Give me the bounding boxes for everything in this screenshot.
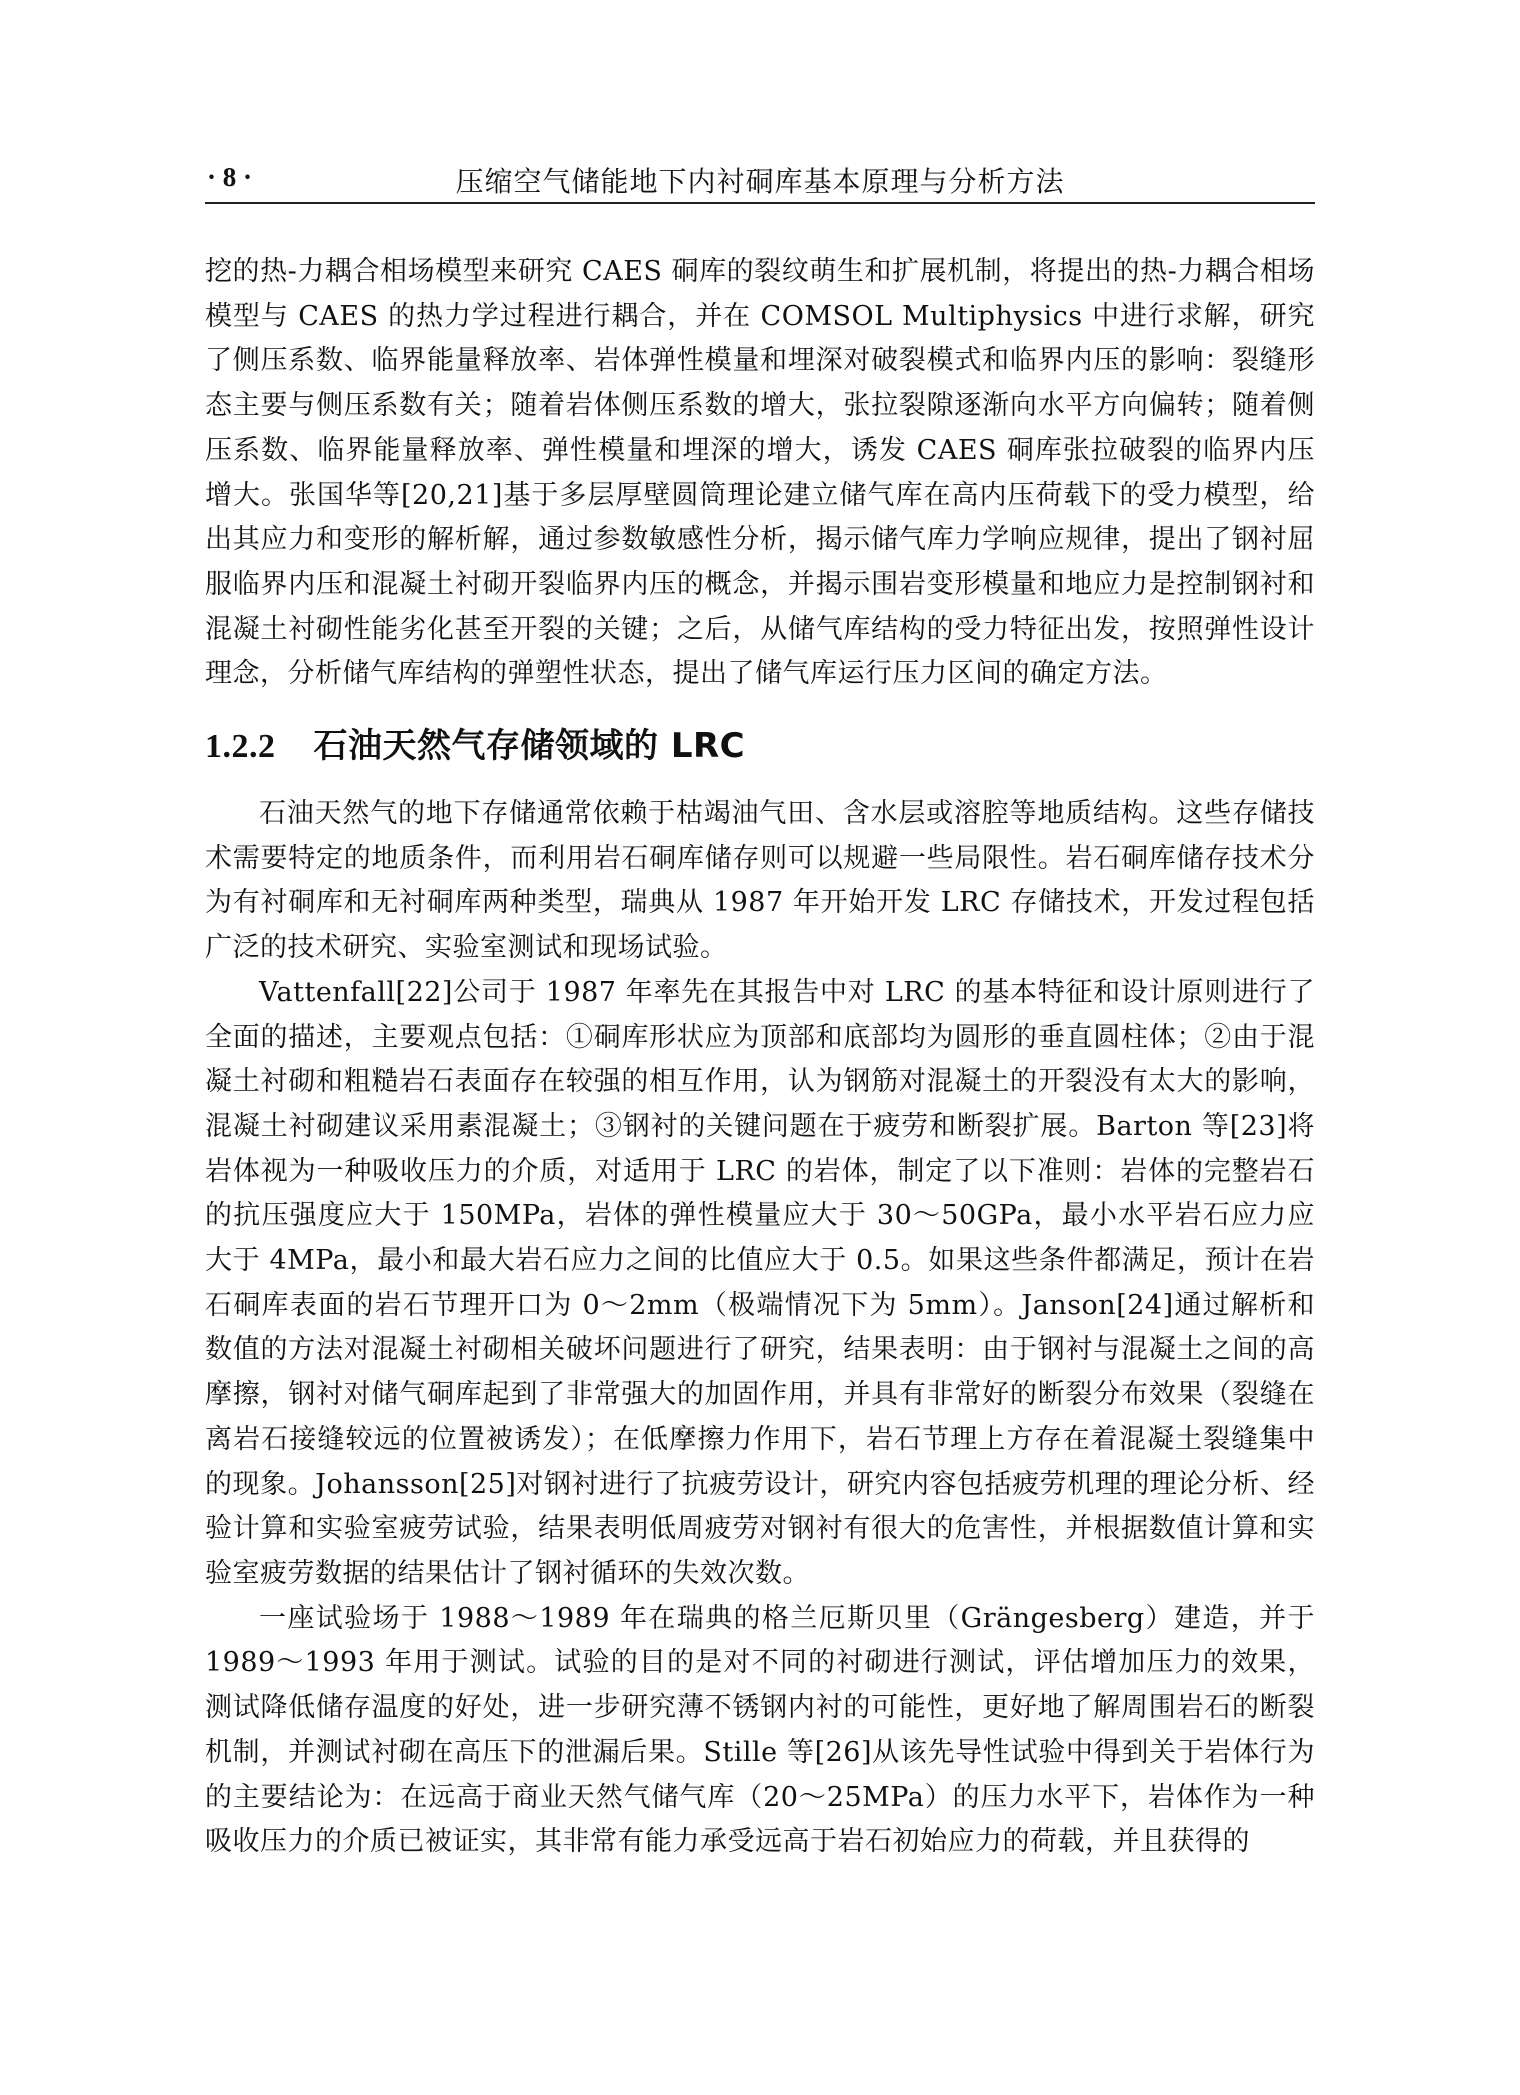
section-number: 1.2.2 [205,728,276,766]
page-number: · 8 · [207,162,253,192]
body-paragraph: 石油天然气的地下存储通常依赖于枯竭油气田、含水层或溶腔等地质结构。这些存储技术需要特定的地质条件，而利用岩石硐库储存则可以规避一些局限性。岩石硐库储存技术分为有衬硐库和无衬硐库两种类型，瑞典从 1987 年开始开发 LRC 存储技术，开发过程包括广泛的技术研究、实验室测试和现场试验。 [205,798,1315,964]
section-heading [205,722,1315,771]
page-body [205,250,1315,1865]
running-title: 压缩空气储能地下内衬硐库基本原理与分析方法 [455,165,1065,198]
body-paragraph: 挖的热-力耦合相场模型来研究 CAES 硐库的裂纹萌生和扩展机制，将提出的热-力耦合相场模型与 CAES 的热力学过程进行耦合，并在 COMSOL Multiphysics 中进行求解，研究了侧压系数、临界能量释放率、岩体弹性模量和埋深对破裂模式和临界内压的影响：裂缝形态主要与侧压系数有关；随着岩体侧压系数的增大，张拉裂隙逐渐向水平方向偏转；随着侧压系数、临界能量释放率、弹性模量和埋深的增大，诱发 CAES 硐库张拉破裂的临界内压增大。张国华等[20,21]基于多层厚壁圆筒理论建立储气库在高内压荷载下的受力模型，给出其应力和变形的解析解，通过参数敏感性分析，揭示储气库力学响应规律，提出了钢衬屈服临界内压和混凝土衬砌开裂临界内压的概念，并揭示围岩变形模量和地应力是控制钢衬和混凝土衬砌性能劣化甚至开裂的关键；之后，从储气库结构的受力特征出发，按照弹性设计理念，分析储气库结构的弹塑性状态，提出了储气库运行压力区间的确定方法。 [205,256,1315,690]
section-title: 石油天然气存储领域的 LRC [313,726,746,767]
page-header [205,158,1315,204]
body-paragraph: 一座试验场于 1988～1989 年在瑞典的格兰厄斯贝里（Grängesberg）建造，并于 1989～1993 年用于测试。试验的目的是对不同的衬砌进行测试，评估增加压力的效果，测试降低储存温度的好处，进一步研究薄不锈钢内衬的可能性，更好地了解周围岩石的断裂机制，并测试衬砌在高压下的泄漏后果。Stille 等[26]从该先导性试验中得到关于岩体行为的主要结论为：在远高于商业天然气储气库（20～25MPa）的压力水平下，岩体作为一种吸收压力的介质已被证实，其非常有能力承受远高于岩石初始应力的荷载，并且获得的 [205,1602,1315,1858]
body-paragraph: Vattenfall[22]公司于 1987 年率先在其报告中对 LRC 的基本特征和设计原则进行了全面的描述，主要观点包括：①硐库形状应为顶部和底部均为圆形的垂直圆柱体；②由于混凝土衬砌和粗糙岩石表面存在较强的相互作用，认为钢筋对混凝土的开裂没有太大的影响，混凝土衬砌建议采用素混凝土；③钢衬的关键问题在于疲劳和断裂扩展。Barton 等[23]将岩体视为一种吸收压力的介质，对适用于 LRC 的岩体，制定了以下准则：岩体的完整岩石的抗压强度应大于 150MPa，岩体的弹性模量应大于 30～50GPa，最小水平岩石应力应大于 4MPa，最小和最大岩石应力之间的比值应大于 0.5。如果这些条件都满足，预计在岩石硐库表面的岩石节理开口为 0～2mm（极端情况下为 5mm）。Janson[24]通过解析和数值的方法对混凝土衬砌相关破坏问题进行了研究，结果表明：由于钢衬与混凝土之间的高摩擦，钢衬对储气硐库起到了非常强大的加固作用，并具有非常好的断裂分布效果（裂缝在离岩石接缝较远的位置被诱发）；在低摩擦力作用下，岩石节理上方存在着混凝土裂缝集中的现象。Johansson[25]对钢衬进行了抗疲劳设计，研究内容包括疲劳机理的理论分析、经验计算和实验室疲劳试验，结果表明低周疲劳对钢衬有很大的危害性，并根据数值计算和实验室疲劳数据的结果估计了钢衬循环的失效次数。 [205,976,1315,1589]
